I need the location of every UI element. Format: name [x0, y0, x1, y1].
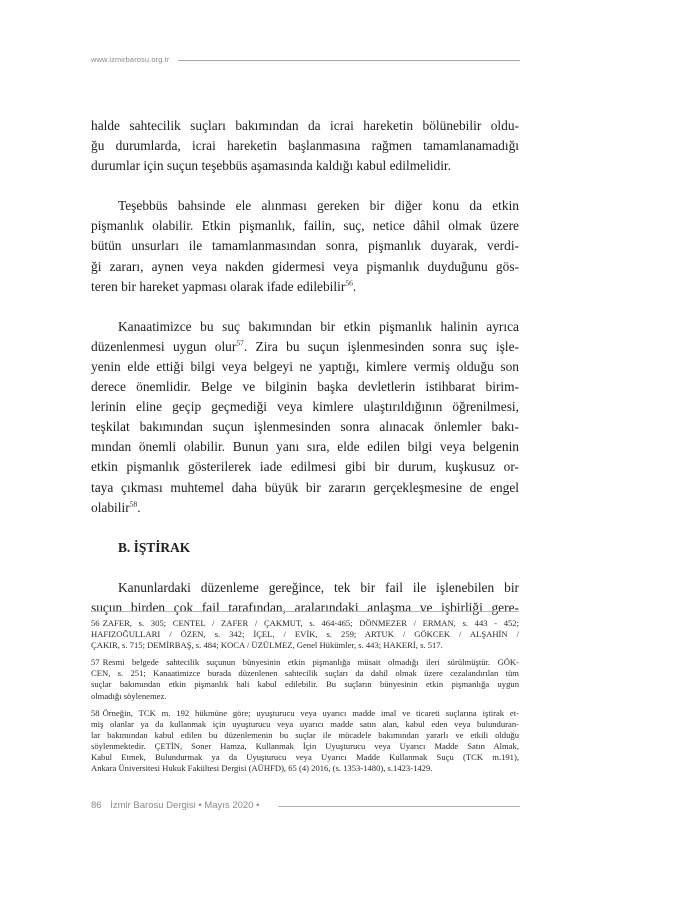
p2-line-3: bütün unsurları ile tamamlanmasından sonra, pişmanlık duyarak, verdi- [91, 238, 519, 254]
p2-line-4: ği zararı, aynen veya nakden gidermesi veya pişmanlık duyduğunu gös- [91, 258, 519, 274]
journal-name: İzmir Barosu Dergisi • Mayıs 2020 • [110, 800, 260, 811]
p3-line-5: lerinin eline geçip geçmediği veya kimlere ulaştırıldığının öğrenilmesi, [91, 399, 519, 415]
p3-line-10: olabilir$^{58}$. [91, 499, 141, 515]
p1-line-1: halde sahtecilik suçları bakımından da icrai hareketin bölünebilir oldu- [91, 118, 519, 133]
footnote-number: 58 [91, 707, 100, 718]
p3-line-7: mından önemli olabilir. Bunun yanı sıra, elde edilen bilgi veya belgenin [91, 439, 519, 455]
p3-line-4: derece önemlidir. Belge ve bilginin başka devletlerin istihbarat birim- [91, 379, 519, 395]
footnote-rule [91, 611, 519, 612]
p4-line-1: Kanunlardaki düzenleme gereğince, tek bir fail ile işlenebilen bir [118, 579, 519, 595]
footnotes [91, 618, 519, 780]
footnote-58: 58 Örneğin, TCK m. 192 hükmüne göre; uyuşturucu veya uyarıcı madde imal ve ticareti suçlarına iştirak et- miş olanlar ya da kullanmak için uyuşturucu veya uyarıcı madde satın alan, kabul eden veya bulunduran- lar bakımından kabul edilen bu düzenlemenin bu suçlar ile mücadele bakımından yararlı ve etkili olduğu söylenmektedir. ÇETİN, Soner Hamza, Kullanmak İçin Uyuşturucu veya Uyarıcı Madde Satın Almak, Kabul Etmek, Bulundurmak ya da Uyuşturucu veya Uyarıcı Madde Kullanmak Suçu (TCK m.191), Ankara Üniversitesi Hukuk Fakültesi Dergisi (AÜHFD), 65 (4) 2016, (s. 1353-1480), s.1423-1429. [91, 707, 519, 774]
p3-line-2: düzenlenmesi uygun olur$^{57}$. Zira bu suçun işlenmesinden sonra suç işle- [91, 338, 519, 354]
footnote-ref-57[interactable]: 57 [236, 338, 244, 348]
p2-line-1: Teşebbüs bahsinde ele alınması gereken bir diğer konu da etkin [118, 198, 519, 214]
footnote-ref-56[interactable]: 56 [345, 278, 353, 288]
footnote-number: 56 [91, 618, 100, 628]
page-footer [91, 800, 259, 811]
footnote-56: 56 ZAFER, s. 305; CENTEL / ZAFER / ÇAKMUT, s. 464-465; DÖNMEZER / ERMAN, s. 443 - 452; HAFIZOĞULLARI / ÖZEN, s. 342; İÇEL, / EVİK, s. 259; ARTUK / GÖKCEK / ALŞAHİN / ÇAKIR, s. 715; DEMİRBAŞ, s. 484; KOCA / ÜZÜLMEZ, Genel Hükümler, s. 443; HAKERİ, s. 517. [91, 618, 519, 651]
p3-line-6: teşkilat bakımından suçun işlenmesinden sonra alınacak önlemler bakı- [91, 419, 519, 435]
page-number: 86 [91, 800, 102, 811]
p3-line-3: yenin elde ettiği bilgi veya belgeyi ne yaptığı, kimlere vermiş olduğu son [91, 358, 519, 374]
footnote-ref-58[interactable]: 58 [129, 499, 138, 509]
p3-line-1: Kanaatimizce bu suç bakımından bir etkin pişmanlık halinin ayrıca [118, 318, 519, 334]
main-text [91, 116, 519, 618]
footer-rule [278, 806, 520, 807]
p2-line-5: teren bir hareket yapması olarak ifade edilebilir$^{56}$. [91, 278, 357, 294]
p2-line-2: pişmanlık olabilir. Etkin pişmanlık, failin, suç, netice dâhil olmak üzere [91, 218, 519, 234]
header-url: www.izmirbarosu.org.tr [91, 55, 170, 64]
footnote-57: 57 Resmi belgede sahtecilik suçunun bünyesinin etkin pişmanlığa müsait olmadığı ileri sürülmüştür. GÖK- CEN, s. 251; Kanaatimizce burada düzenlenen sahtecilik suçları da dahil olmak üzere cezalandırılan tüm suçlar bakımından etkin pişmanlık hali kabul edilebilir. Bu suçların bünyesinin etkin pişmanlığa uygun olmadığı söylenemez. [91, 657, 519, 701]
section-heading: B. İŞTİRAK [118, 539, 191, 555]
footnote-number: 57 [91, 657, 100, 668]
p3-line-8: etkin pişmanlık gösterilerek iade edilmesi gibi bir durum, kuşkusuz or- [91, 459, 519, 475]
p4-line-2: suçun birden çok fail tarafından, aralarındaki anlaşma ve işbirliği gere- [91, 599, 519, 615]
p3-line-9: taya çıkması muhtemel daha büyük bir zararın gerçekleşmesine de engel [91, 479, 519, 495]
header-rule [178, 60, 520, 61]
p1-line-3: durumlar için suçun teşebbüs aşamasında kaldığı kabul edilmelidir. [91, 158, 451, 174]
p1-line-2: ğu durumlarda, icrai hareketin başlanmasına rağmen tamamlanamadığı [91, 138, 519, 154]
